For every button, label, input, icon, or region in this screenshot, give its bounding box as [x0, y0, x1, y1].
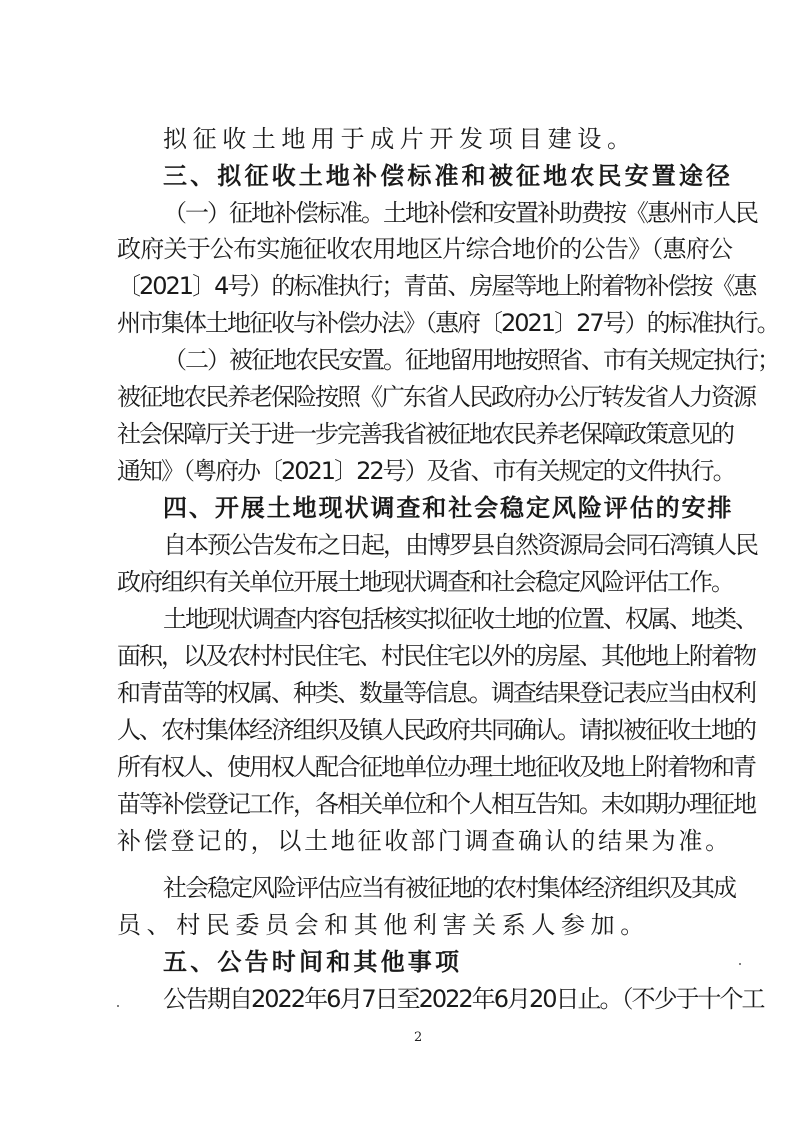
section-heading: 五、公告时间和其他事项: [163, 948, 463, 976]
paragraph-line: 州市集体土地征收与补偿办法》（惠府〔2021〕27号）的标准执行。: [117, 309, 779, 337]
paragraph-line: 自本预公告发布之日起，由博罗县自然资源局会同石湾镇人民: [163, 531, 757, 559]
paragraph-line: 土地现状调查内容包括核实拟征收土地的位置、权属、地类、: [163, 605, 757, 633]
paragraph-line: （一）征地补偿标准。土地补偿和安置补助费按《惠州市人民: [163, 199, 757, 227]
paragraph-line: 〔2021〕4号）的标准执行；青苗、房屋等地上附着物补偿按《惠: [117, 272, 756, 300]
paragraph-line: 公告期自2022年6月7日至2022年6月20日止。（不少于十个工: [163, 985, 764, 1013]
paragraph-line: 社会保障厅关于进一步完善我省被征地农民养老保障政策意见的: [117, 420, 733, 448]
paragraph-line: 员、村民委员会和其他利害关系人参加。: [117, 911, 650, 939]
paragraph-line: 苗等补偿登记工作，各相关单位和个人相互告知。未如期办理征地: [117, 790, 755, 818]
paragraph-line: （二）被征地农民安置。征地留用地按照省、市有关规定执行；: [163, 346, 779, 374]
section-heading: 四、开展土地现状调查和社会稳定风险评估的安排: [163, 494, 734, 522]
scan-speck: [739, 963, 741, 965]
paragraph-line: 被征地农民养老保险按照《广东省人民政府办公厅转发省人力资源: [117, 383, 755, 411]
page-number: 2: [414, 1030, 423, 1045]
paragraph-line: 人、农村集体经济组织及镇人民政府共同确认。请拟被征收土地的: [117, 716, 755, 744]
paragraph-line: 面积，以及农村村民住宅、村民住宅以外的房屋、其他地上附着物: [117, 642, 755, 670]
paragraph-line: 拟征收土地用于成片开发项目建设。: [163, 125, 637, 153]
section-heading: 三、拟征收土地补偿标准和被征地农民安置途径: [163, 162, 734, 190]
paragraph-line: 通知》（粤府办〔2021〕22号）及省、市有关规定的文件执行。: [117, 457, 735, 485]
scan-speck: [117, 1005, 119, 1007]
paragraph-line: 社会稳定风险评估应当有被征地的农村集体经济组织及其成: [163, 874, 735, 902]
paragraph-line: 政府关于公布实施征收农用地区片综合地价的公告》（惠府公: [117, 235, 733, 263]
paragraph-line: 补偿登记的，以土地征收部门调查确认的结果为准。: [117, 827, 732, 855]
paragraph-line: 政府组织有关单位开展土地现状调查和社会稳定风险评估工作。: [117, 568, 733, 596]
paragraph-line: 所有权人、使用权人配合征地单位办理土地征收及地上附着物和青: [117, 753, 755, 781]
paragraph-line: 和青苗等的权属、种类、数量等信息。调查结果登记表应当由权利: [117, 679, 755, 707]
